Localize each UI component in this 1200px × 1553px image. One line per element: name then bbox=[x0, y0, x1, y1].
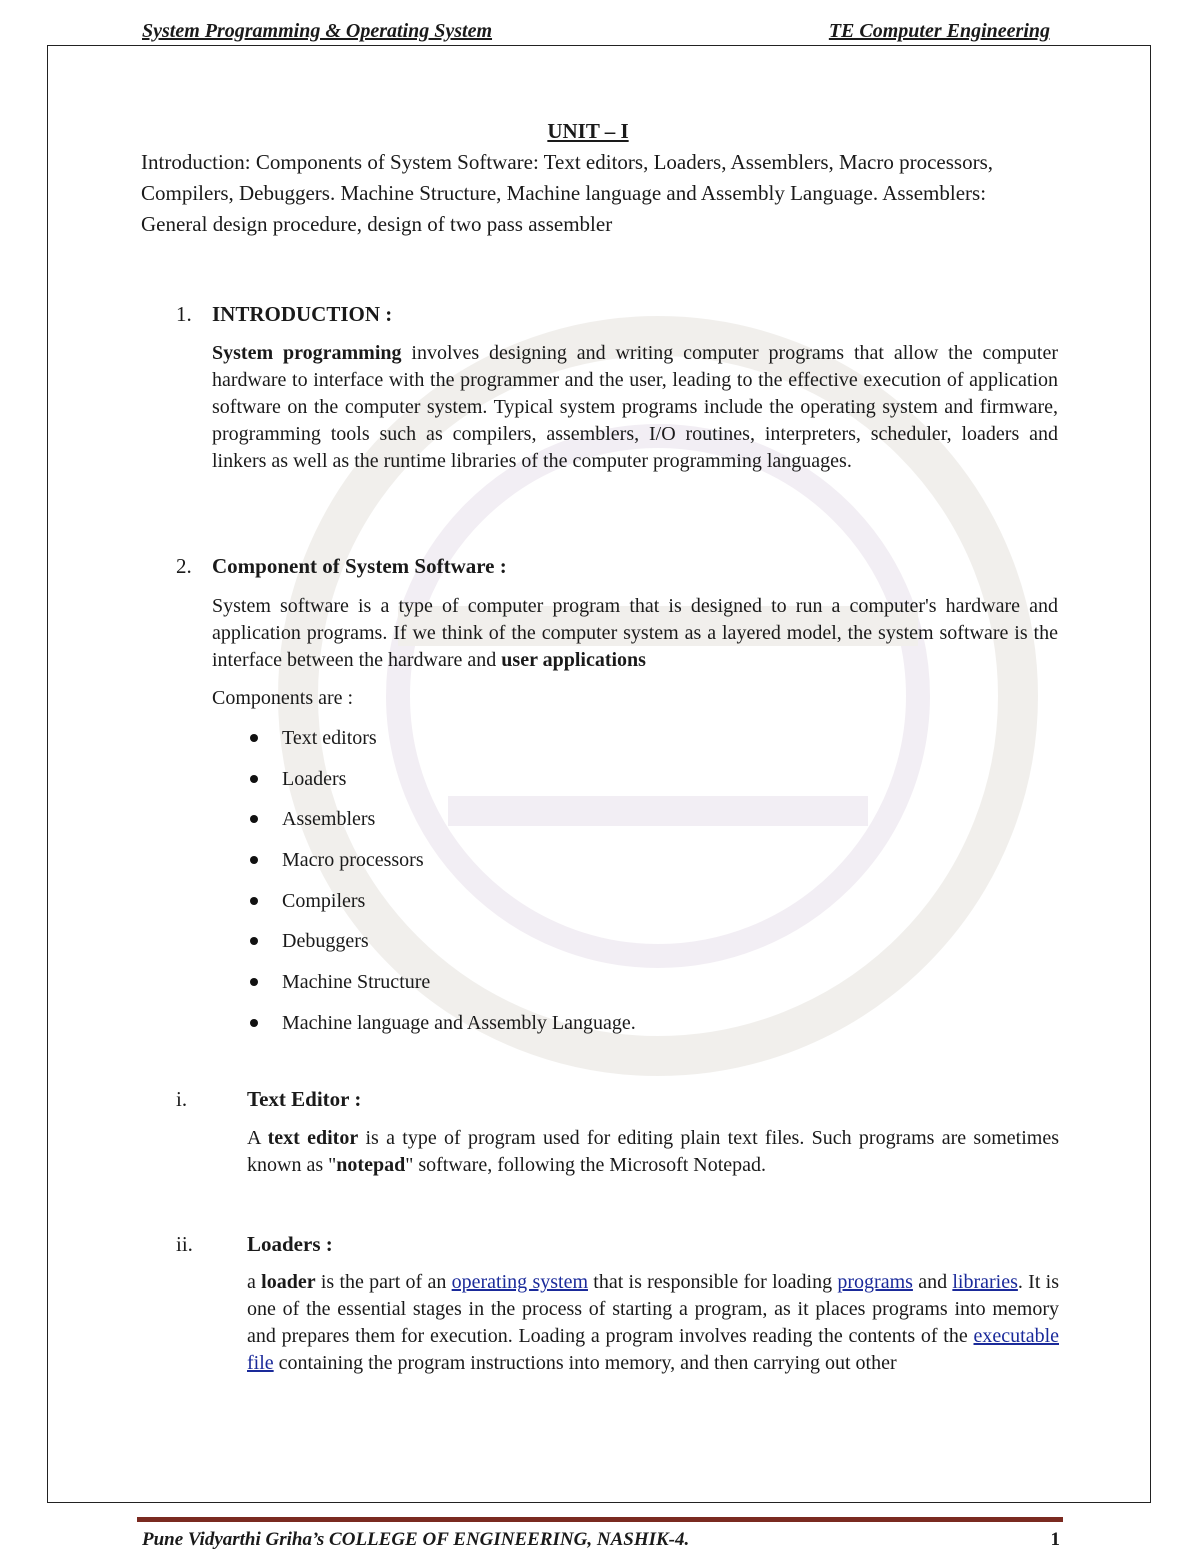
components-label: Components are : bbox=[212, 687, 354, 709]
loaders-paragraph: a loader is the part of an operating system that is responsible for loading programs and libraries. It is one of the essential stages in the process of starting a program, as it places programs into memory and prepares them for execution. Loading a program involves reading the contents of the executable file containing the program instructions into memory, and then carrying out other bbox=[247, 1271, 1059, 1374]
list-item: Loaders bbox=[246, 764, 636, 805]
text-editor-term: text editor bbox=[267, 1127, 359, 1149]
bullet-icon bbox=[250, 815, 258, 823]
footer-divider bbox=[137, 1517, 1063, 1522]
section2-number: 2. bbox=[176, 554, 192, 578]
header-course: TE Computer Engineering bbox=[828, 20, 1050, 42]
page-footer bbox=[142, 1529, 1060, 1551]
operating-system-link[interactable]: operating system bbox=[451, 1271, 588, 1293]
list-item: Macro processors bbox=[246, 845, 636, 886]
page-header bbox=[142, 20, 1050, 46]
section1-number: 1. bbox=[176, 302, 192, 326]
text-editor-heading: Text Editor : bbox=[247, 1087, 362, 1111]
bullet-icon bbox=[250, 734, 258, 742]
section1-text: involves designing and writing computer programs that allow the computer hardware to interface with the programmer and the user, leading to the effective execution of application software on the computer system. Typical system programs include the operating system and firmware, programming tools such as compilers, assemblers, I/O routines, interpreters, scheduler, loaders and linkers as well as the runtime libraries of the computer programming languages. bbox=[212, 342, 1058, 472]
user-applications-term: user applications bbox=[501, 649, 646, 671]
section1-heading: INTRODUCTION : bbox=[212, 302, 393, 326]
section2-paragraph bbox=[212, 593, 1058, 674]
unit-title: UNIT – I bbox=[547, 119, 629, 143]
list-item: Machine language and Assembly Language. bbox=[246, 1008, 636, 1049]
bullet-icon bbox=[250, 1019, 258, 1027]
loaders-heading: Loaders : bbox=[247, 1232, 333, 1256]
subsection-ii-number: ii. bbox=[176, 1232, 193, 1256]
text-editor-paragraph: A text editor is a type of program used for editing plain text files. Such programs are sometimes known as "notepad" software, following the Microsoft Notepad. bbox=[247, 1127, 1059, 1176]
page-number: 1 bbox=[1050, 1529, 1060, 1550]
list-item: Assemblers bbox=[246, 804, 636, 845]
loader-term: loader bbox=[261, 1271, 316, 1293]
bullet-icon bbox=[250, 978, 258, 986]
libraries-link[interactable]: libraries bbox=[952, 1271, 1018, 1293]
section2-heading: Component of System Software : bbox=[212, 554, 507, 578]
notepad-term: notepad bbox=[336, 1154, 406, 1176]
syllabus-text: Introduction: Components of System Software: Text editors, Loaders, Assemblers, Macro processors, Compilers, Debuggers. Machine Structure, Machine language and Assembly Language. Assemblers: General design procedure, design of two pass assembler bbox=[141, 150, 993, 236]
bullet-icon bbox=[250, 856, 258, 864]
subsection-i-number: i. bbox=[176, 1087, 188, 1111]
bullet-icon bbox=[250, 937, 258, 945]
executable-file-link[interactable]: executable file bbox=[247, 1325, 1059, 1374]
section2-text: System software is a type of computer program that is designed to run a computer's hardware and application programs. If we think of the computer system as a layered model, the system software is the interface between the hardware and bbox=[212, 595, 1058, 671]
list-item: Machine Structure bbox=[246, 967, 636, 1008]
list-item: Text editors bbox=[246, 723, 636, 764]
header-subject: System Programming & Operating System bbox=[142, 20, 493, 42]
bullet-icon bbox=[250, 775, 258, 783]
section1-paragraph bbox=[212, 340, 1058, 475]
components-list bbox=[246, 723, 636, 1049]
bullet-icon bbox=[250, 897, 258, 905]
list-item: Compilers bbox=[246, 886, 636, 927]
footer-college: Pune Vidyarthi Griha’s COLLEGE OF ENGINEERING, NASHIK-4. bbox=[142, 1529, 690, 1550]
programs-link[interactable]: programs bbox=[837, 1271, 913, 1293]
list-item: Debuggers bbox=[246, 926, 636, 967]
system-programming-term: System programming bbox=[212, 342, 402, 364]
